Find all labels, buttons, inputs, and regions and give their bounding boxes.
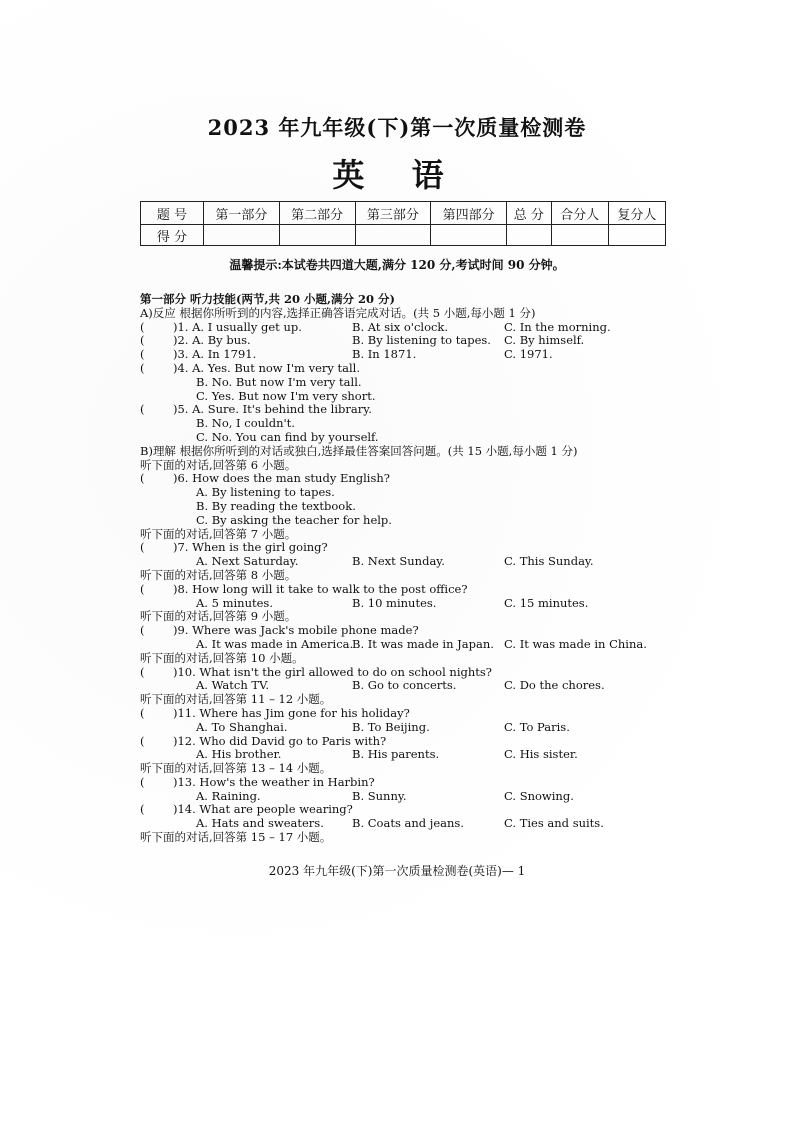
score-input-cell[interactable] — [431, 225, 507, 246]
score-cell-part3: 第三部分 — [355, 202, 431, 225]
option-c: C. Do the chores. — [504, 678, 605, 693]
listen-instruction: 听下面的对话,回答第 8 小题。 — [140, 567, 297, 582]
listen-instruction: 听下面的对话,回答第 7 小题。 — [140, 526, 297, 541]
option-b: B. By reading the textbook. — [196, 498, 356, 513]
question-6 — [140, 472, 680, 486]
option-b: B. At six o'clock. — [352, 319, 449, 334]
question-13 — [140, 776, 680, 790]
question-1 — [140, 321, 680, 335]
score-table-header-row — [141, 202, 666, 225]
answer-blank[interactable]: ( — [140, 802, 145, 817]
answer-blank[interactable]: ( — [140, 347, 145, 362]
option-c: C. In the morning. — [504, 319, 611, 334]
question-stem: )4. A. Yes. But now I'm very tall. — [173, 360, 361, 375]
answer-blank[interactable]: ( — [140, 360, 145, 375]
option-b: B. Go to concerts. — [352, 678, 457, 693]
listen-instruction: 听下面的对话,回答第 11 – 12 小题。 — [140, 692, 332, 707]
question-stem: )11. Where has Jim gone for his holiday? — [173, 705, 410, 720]
score-cell-part2: 第二部分 — [279, 202, 355, 225]
score-input-cell[interactable] — [279, 225, 355, 246]
answer-blank[interactable]: ( — [140, 581, 145, 596]
option-a: A. Hats and sweaters. — [196, 816, 324, 831]
option-b: B. Coats and jeans. — [352, 816, 464, 831]
option-a: A. 5 minutes. — [196, 595, 273, 610]
question-stem: )12. Who did David go to Paris with? — [173, 733, 387, 748]
option-b: B. No. But now I'm very tall. — [196, 374, 362, 389]
answer-blank[interactable]: ( — [140, 333, 145, 348]
score-input-cell[interactable] — [551, 225, 608, 246]
question-2 — [140, 334, 680, 348]
question-stem: )6. How does the man study English? — [173, 471, 390, 486]
page-footer: 2023 年九年级(下)第一次质量检测卷(英语)— 1 — [268, 864, 526, 878]
exam-title: 2023 年九年级(下)第一次质量检测卷 — [207, 115, 587, 140]
question-14 — [140, 803, 680, 817]
option-b: B. By listening to tapes. — [352, 333, 491, 348]
question-8 — [140, 583, 680, 597]
option-c: C. By asking the teacher for help. — [196, 512, 392, 527]
question-12 — [140, 735, 680, 749]
option-b: B. No, I couldn't. — [196, 416, 295, 431]
score-cell-label: 题 号 — [141, 202, 204, 225]
question-stem: )9. Where was Jack's mobile phone made? — [173, 623, 419, 638]
option-b: B. It was made in Japan. — [352, 636, 494, 651]
question-stem: )1. A. I usually get up. — [173, 319, 302, 334]
option-c: C. It was made in China. — [504, 636, 647, 651]
option-c: C. Ties and suits. — [504, 816, 604, 831]
listen-instruction: 听下面的对话,回答第 6 小题。 — [140, 457, 297, 472]
question-stem: )14. What are people wearing? — [173, 802, 353, 817]
section-a-instruction: A)反应 根据你所听到的内容,选择正确答语完成对话。(共 5 小题,每小题 1 分) — [140, 305, 536, 320]
option-b: B. Sunny. — [352, 788, 407, 803]
score-table-score-row — [141, 225, 666, 246]
exam-body — [140, 293, 680, 845]
option-c: C. Snowing. — [504, 788, 574, 803]
score-input-cell[interactable] — [204, 225, 280, 246]
question-stem: )2. A. By bus. — [173, 333, 251, 348]
subject-title: 英 语 — [332, 156, 462, 194]
question-11 — [140, 707, 680, 721]
option-c: C. By himself. — [504, 333, 585, 348]
option-b: B. Next Sunday. — [352, 554, 445, 569]
option-b: B. In 1871. — [352, 347, 417, 362]
score-input-cell[interactable] — [355, 225, 431, 246]
option-c: C. This Sunday. — [504, 554, 594, 569]
listen-instruction: 听下面的对话,回答第 9 小题。 — [140, 609, 297, 624]
question-9 — [140, 624, 680, 638]
listen-instruction: 听下面的对话,回答第 10 小题。 — [140, 650, 304, 665]
answer-blank[interactable]: ( — [140, 705, 145, 720]
question-10 — [140, 666, 680, 680]
option-a: A. It was made in America. — [196, 636, 354, 651]
option-c: C. Yes. But now I'm very short. — [196, 388, 376, 403]
score-cell-part1: 第一部分 — [204, 202, 280, 225]
answer-blank[interactable]: ( — [140, 319, 145, 334]
listen-instruction: 听下面的对话,回答第 13 – 14 小题。 — [140, 761, 332, 776]
score-input-cell[interactable] — [507, 225, 552, 246]
option-b: B. His parents. — [352, 747, 440, 762]
option-b: B. 10 minutes. — [352, 595, 437, 610]
part1-heading: 第一部分 听力技能(两节,共 20 小题,满分 20 分) — [140, 292, 395, 306]
section-b-instruction: B)理解 根据你所听到的对话或独白,选择最佳答案回答问题。(共 15 小题,每小题 1 分) — [140, 443, 578, 458]
answer-blank[interactable]: ( — [140, 623, 145, 638]
exam-tip: 温馨提示:本试卷共四道大题,满分 120 分,考试时间 90 分钟。 — [229, 258, 565, 272]
question-stem: )7. When is the girl going? — [173, 540, 328, 555]
option-c: C. 15 minutes. — [504, 595, 589, 610]
score-cell-part4: 第四部分 — [431, 202, 507, 225]
answer-blank[interactable]: ( — [140, 402, 145, 417]
option-a: A. Next Saturday. — [196, 554, 299, 569]
listen-instruction: 听下面的对话,回答第 15 – 17 小题。 — [140, 830, 332, 845]
option-c: C. His sister. — [504, 747, 578, 762]
answer-blank[interactable]: ( — [140, 471, 145, 486]
option-c: C. 1971. — [504, 347, 553, 362]
score-table — [140, 201, 666, 246]
question-7 — [140, 541, 680, 555]
option-a: A. To Shanghai. — [196, 719, 288, 734]
option-a: A. By listening to tapes. — [196, 485, 335, 500]
question-stem: )5. A. Sure. It's behind the library. — [173, 402, 372, 417]
answer-blank[interactable]: ( — [140, 733, 145, 748]
option-c: C. To Paris. — [504, 719, 570, 734]
question-5 — [140, 403, 680, 417]
question-4 — [140, 362, 680, 376]
score-input-cell[interactable] — [608, 225, 665, 246]
option-c: C. No. You can find by yourself. — [196, 429, 379, 444]
option-a: A. Watch TV. — [196, 678, 270, 693]
score-cell-scorer: 合分人 — [551, 202, 608, 225]
option-a: A. His brother. — [196, 747, 282, 762]
score-row-label: 得 分 — [141, 225, 204, 246]
question-3 — [140, 348, 680, 362]
answer-blank[interactable]: ( — [140, 774, 145, 789]
option-a: A. Raining. — [196, 788, 261, 803]
question-stem: )13. How's the weather in Harbin? — [173, 774, 375, 789]
answer-blank[interactable]: ( — [140, 540, 145, 555]
score-cell-total: 总 分 — [507, 202, 552, 225]
option-b: B. To Beijing. — [352, 719, 430, 734]
score-cell-reviewer: 复分人 — [608, 202, 665, 225]
question-stem: )10. What isn't the girl allowed to do on school nights? — [173, 664, 492, 679]
question-stem: )3. A. In 1791. — [173, 347, 257, 362]
answer-blank[interactable]: ( — [140, 664, 145, 679]
question-stem: )8. How long will it take to walk to the post office? — [173, 581, 468, 596]
